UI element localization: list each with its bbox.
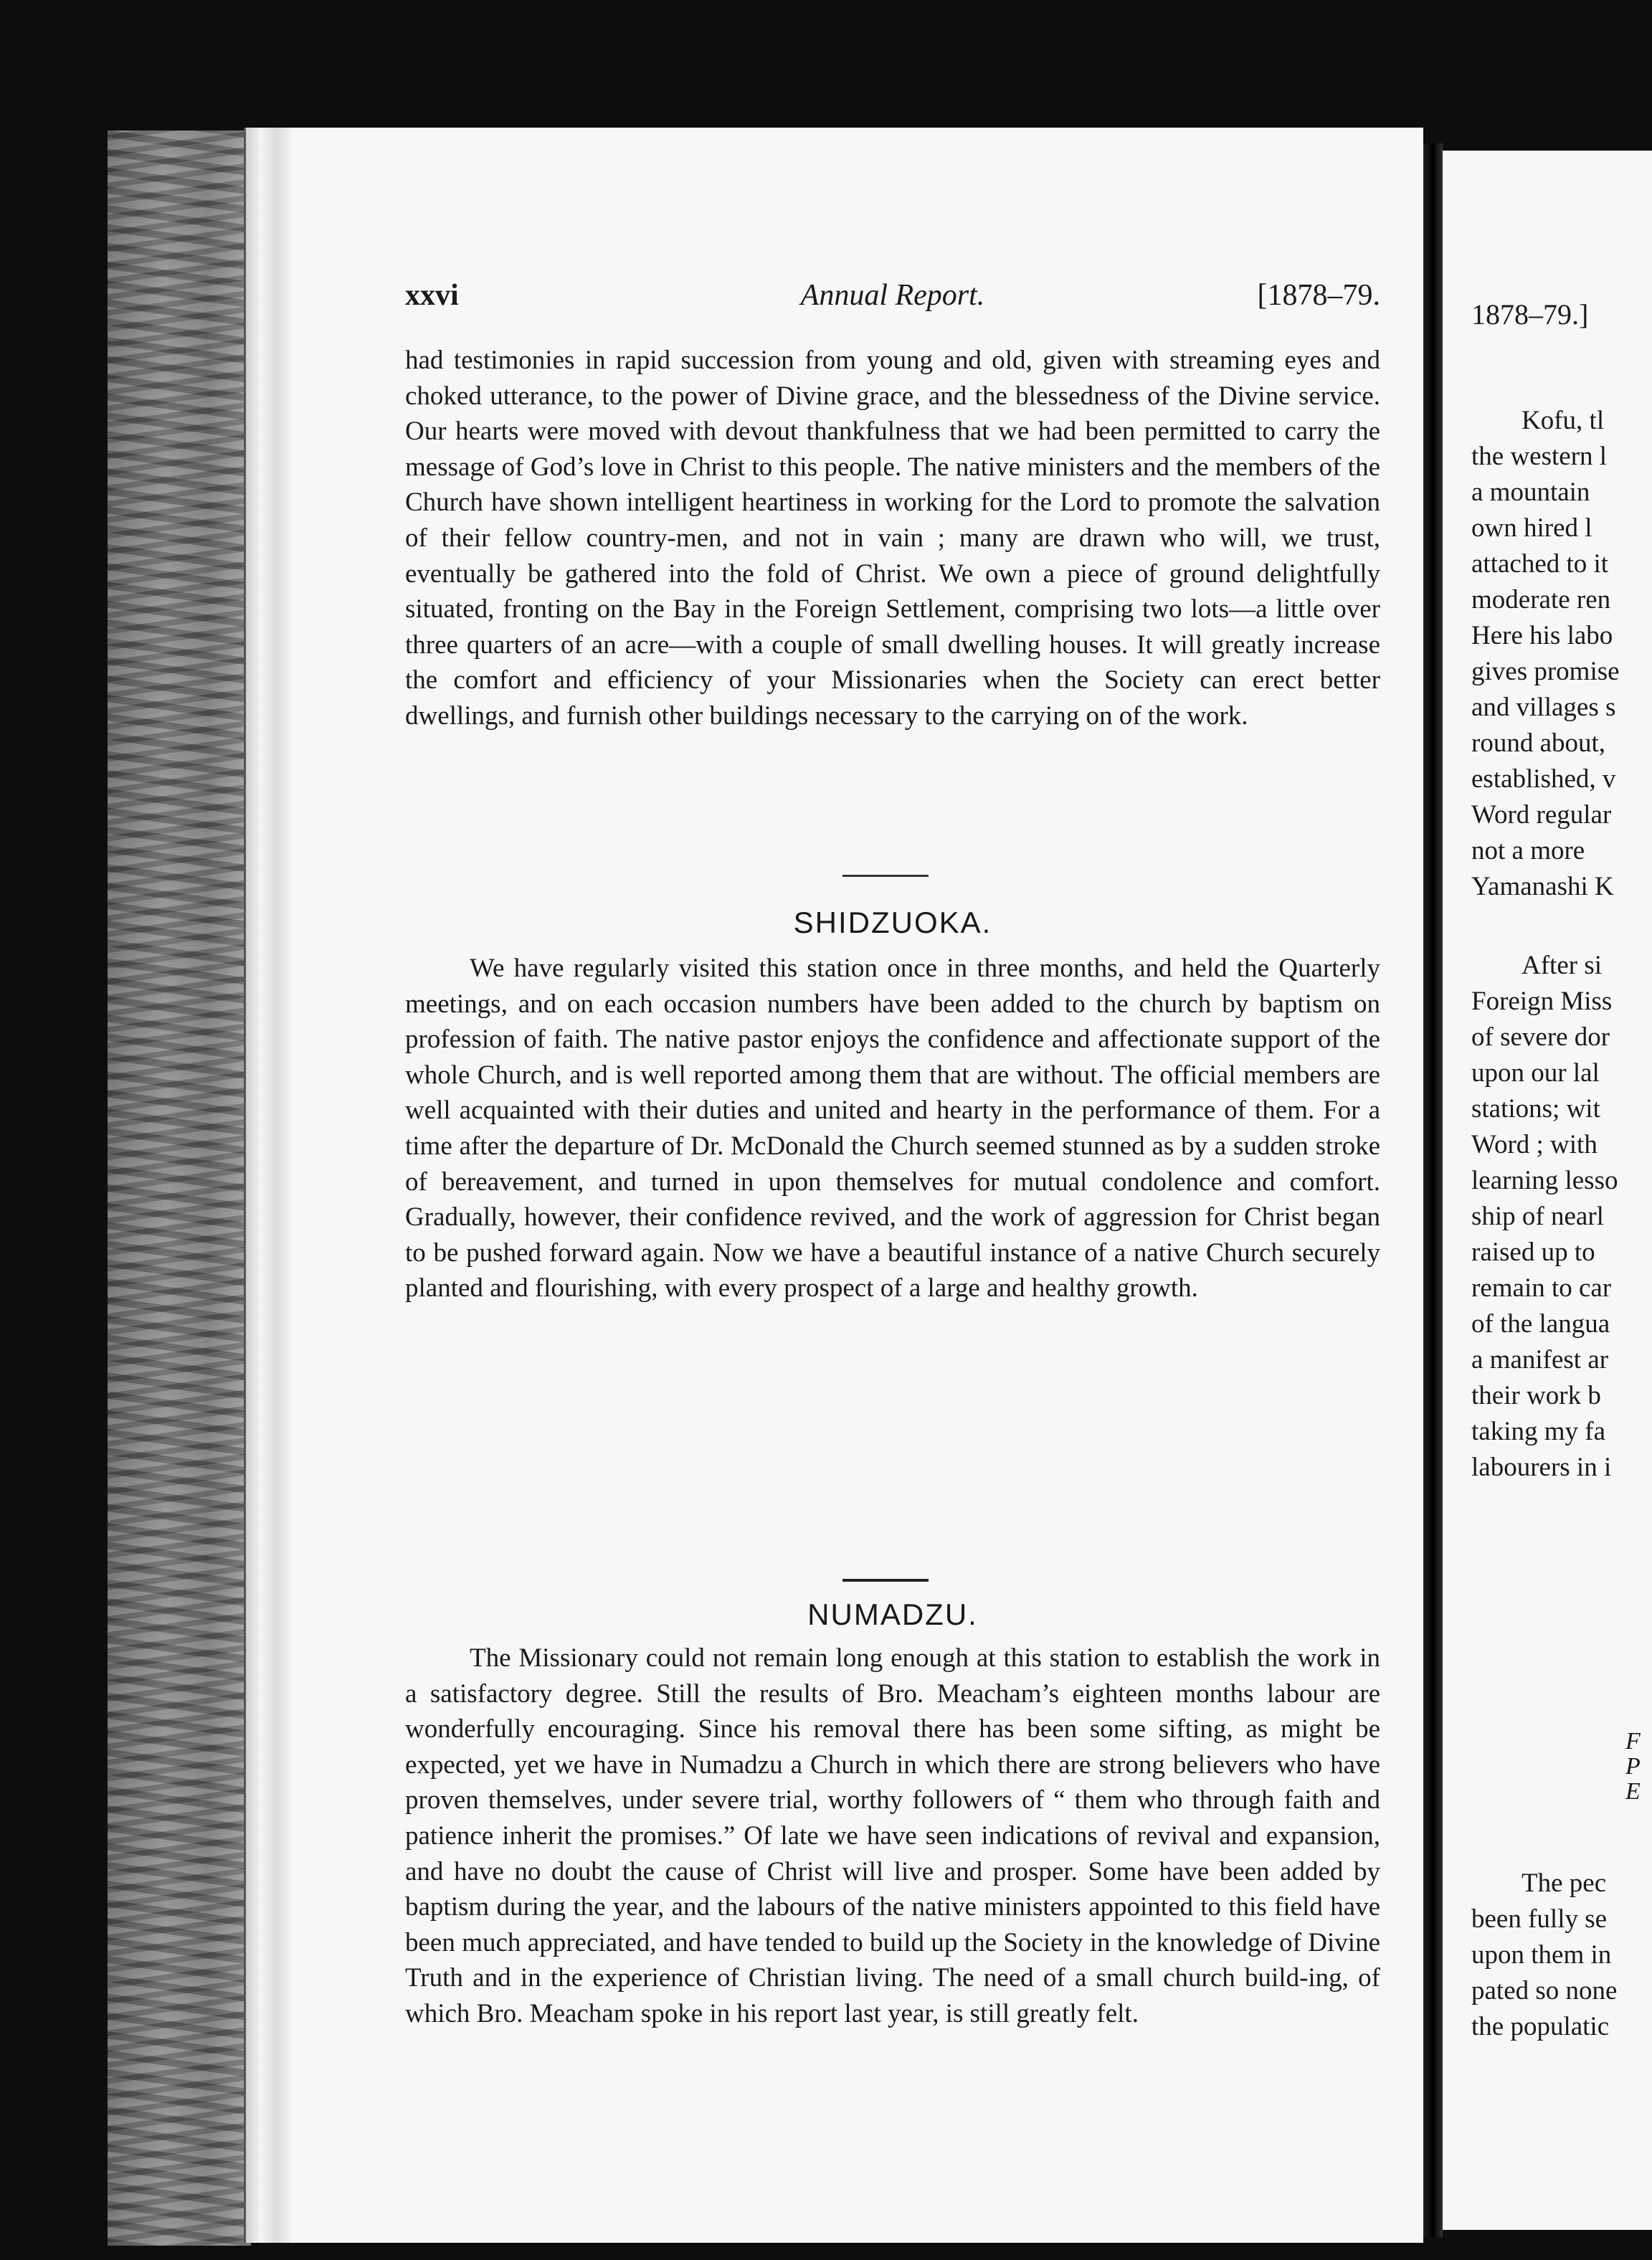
book-page-edge bbox=[108, 130, 251, 2246]
right-page-line: upon them in bbox=[1471, 1940, 1612, 1970]
right-page-line: F bbox=[1625, 1728, 1641, 1755]
right-page-line: and villages s bbox=[1471, 693, 1616, 722]
right-page-line: upon our lal bbox=[1471, 1058, 1600, 1088]
right-page-line: pated so none bbox=[1471, 1976, 1618, 2005]
right-page-line: Foreign Miss bbox=[1471, 987, 1613, 1016]
right-page-line: ship of nearl bbox=[1471, 1202, 1604, 1231]
right-page-line: moderate ren bbox=[1471, 585, 1611, 614]
section-divider bbox=[842, 875, 929, 877]
right-page-line: taking my fa bbox=[1471, 1417, 1606, 1446]
paragraph-opening: had testimonies in rapid succession from young and old, given with streaming eyes and choked utterance, to the power of Divine grace, and the blessedness of the Divine service. Our hearts were moved with devout thankfulness that we had been permitted to carry the message of God’s love in Christ to this people. The native ministers and the members of the Church have shown intelligent heartiness in working for the Lord to promote the salvation of their fellow country-men, and not in vain ; many are drawn who will, we trust, eventually be gathered into the fold of Christ. We own a piece of ground delightfully situated, fronting on the Bay in the Foreign Settlement, comprising two lots—a little over three quarters of an acre—with a couple of small dwelling houses. It will greatly increase the comfort and efficiency of your Missionaries when the Society can erect better dwellings, and furnish other buildings necessary to the carrying on of the work. bbox=[405, 346, 1380, 731]
running-head bbox=[405, 278, 1380, 321]
right-page-line: raised up to bbox=[1471, 1238, 1595, 1267]
right-page-line: After si bbox=[1522, 951, 1602, 980]
section-heading-numadzu: NUMADZU. bbox=[807, 1597, 978, 1631]
right-page-line: been fully se bbox=[1471, 1904, 1608, 1934]
paragraph-numadzu: The Missionary could not remain long enough at this station to establish the work in a satisfactory degree. Still the results of Bro. Meacham’s eighteen months labour are wonderfully encouraging. Since his removal there has been some sifting, as might be expected, yet we have in Numadzu a Church in which there are strong believers who have proven themselves, under severe trial, worthy followers of “ them who through faith and patience inherit the promises.” Of late we have seen indications of revival and expansion, and have no doubt the cause of Christ will live and prosper. Some have been added by baptism during the year, and the labours of the native ministers appointed to this field have been much appreciated, and have tended to build up the Society in the knowledge of Divine Truth and in the experience of Christian living. The need of a small church build-ing, of which Bro. Meacham spoke in his report last year, is still greatly felt. bbox=[405, 1643, 1380, 2028]
right-page-line: their work b bbox=[1471, 1381, 1601, 1410]
right-page-line: not a more bbox=[1471, 836, 1585, 865]
paragraph-shidzuoka: We have regularly visited this station once in three months, and held the Quarterly meetings, and on each occasion numbers have been added to the church by baptism on profession of faith. The native pastor enjoys the confidence and affectionate support of the whole Church, and is well reported among them that are without. The official members are well acquainted with their duties and united and hearty in the performance of them. For a time after the departure of Dr. McDonald the Church seemed stunned as by a sudden stroke of bereavement, and turned in upon themselves for mutual condolence and comfort. Gradually, however, their confidence revived, and the work of aggression for Christ began to be pushed forward again. Now we have a beautiful instance of a native Church securely planted and flourishing, with every prospect of a large and healthy growth. bbox=[405, 954, 1380, 1304]
right-page-line: established, v bbox=[1471, 764, 1616, 794]
right-page-line: a mountain bbox=[1471, 478, 1590, 507]
right-page-line: Yamanashi K bbox=[1471, 872, 1614, 901]
right-page bbox=[1443, 151, 1652, 2230]
right-page-line: the populatic bbox=[1471, 2012, 1610, 2041]
left-page bbox=[290, 128, 1423, 2243]
right-running-year: 1878–79.] bbox=[1471, 298, 1589, 331]
right-page-line: E bbox=[1625, 1778, 1641, 1805]
right-page-line: of severe dor bbox=[1471, 1022, 1610, 1052]
right-page-line: attached to it bbox=[1471, 549, 1609, 579]
section-divider bbox=[842, 1579, 929, 1582]
right-page-line: stations; wit bbox=[1471, 1094, 1600, 1124]
right-page-line: Here his labo bbox=[1471, 621, 1613, 650]
page-gutter bbox=[244, 128, 296, 2243]
right-page-line: the western l bbox=[1471, 442, 1608, 471]
right-page-line: own hired l bbox=[1471, 513, 1592, 543]
right-page-line: of the langua bbox=[1471, 1309, 1610, 1339]
right-page-line: Word regular bbox=[1471, 800, 1612, 830]
right-page-line: labourers in i bbox=[1471, 1453, 1612, 1482]
section-heading-shidzuoka: SHIDZUOKA. bbox=[793, 906, 992, 939]
right-page-line: Word ; with bbox=[1471, 1130, 1598, 1159]
right-page-line: round about, bbox=[1471, 728, 1606, 758]
page-number: xxvi bbox=[405, 279, 459, 312]
book-spine bbox=[1423, 143, 1443, 2237]
running-year: [1878–79. bbox=[1257, 279, 1380, 312]
right-page-line: Kofu, tl bbox=[1522, 406, 1605, 435]
right-page-line: gives promise bbox=[1471, 657, 1620, 686]
right-page-line: The pec bbox=[1522, 1869, 1607, 1898]
running-title: Annual Report. bbox=[800, 279, 985, 312]
right-page-line: P bbox=[1625, 1753, 1641, 1780]
right-page-line: remain to car bbox=[1471, 1273, 1612, 1303]
right-page-line: a manifest ar bbox=[1471, 1345, 1609, 1374]
right-page-line: learning lesso bbox=[1471, 1166, 1618, 1195]
